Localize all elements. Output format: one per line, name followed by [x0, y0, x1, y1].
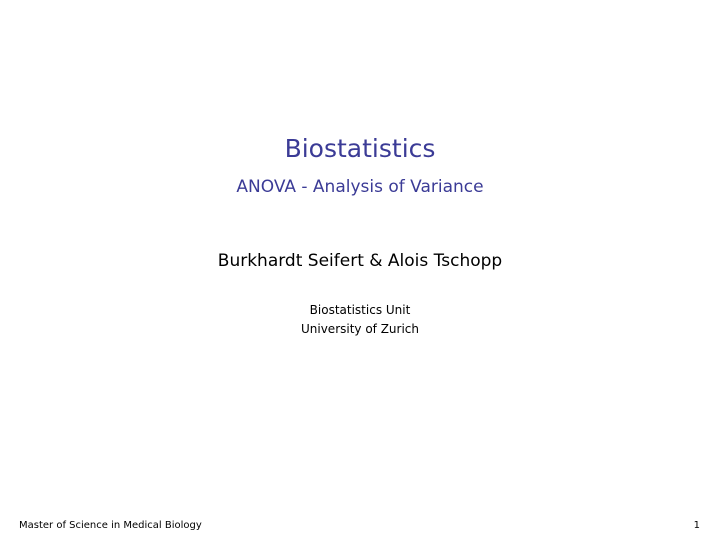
- institute-university: University of Zurich: [300, 322, 420, 336]
- slide-subtitle: ANOVA - Analysis of Variance: [236, 177, 484, 197]
- authors: Burkhardt Seifert & Alois Tschopp: [217, 251, 503, 271]
- page-number: 1: [693, 520, 700, 531]
- institute-unit: Biostatistics Unit: [309, 303, 411, 317]
- slide-title: Biostatistics: [284, 134, 436, 163]
- footer-course: Master of Science in Medical Biology: [19, 520, 202, 531]
